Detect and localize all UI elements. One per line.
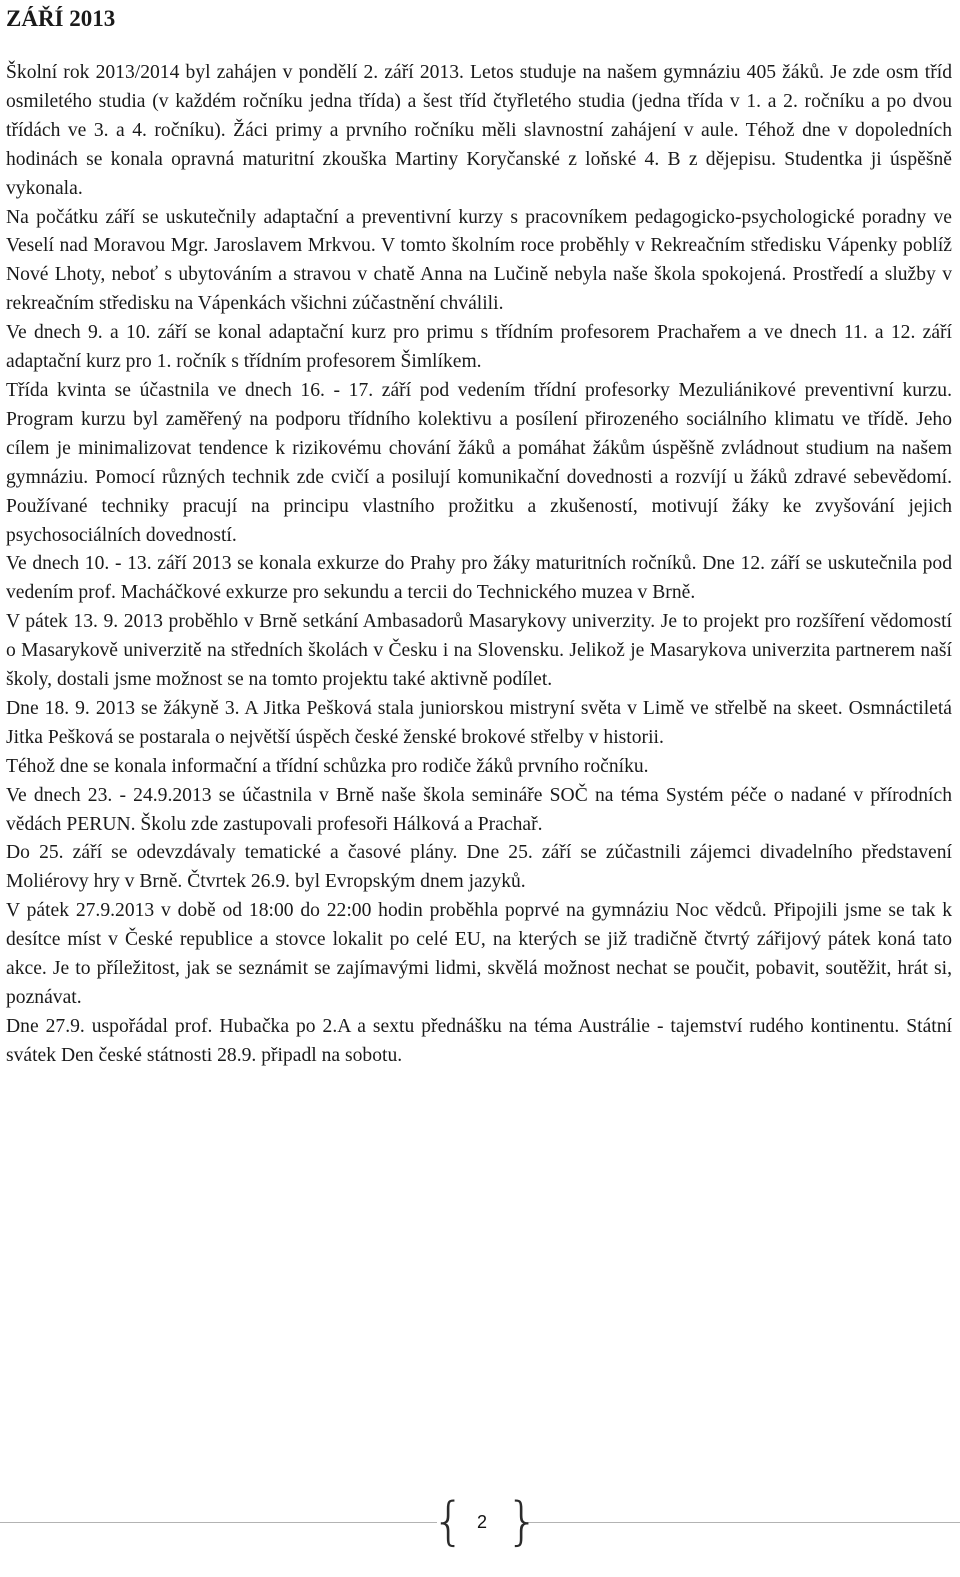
paragraph-plans-theatre: Do 25. září se odevzdávaly tematické a časové plány. Dne 25. září se zúčastnili zájemci divadelního představení Moliérovy hry v Brně. Čtvrtek 26.9. byl Evropským dnem jazyků. (6, 842, 952, 893)
left-brace-ornament: { (432, 1492, 466, 1552)
footer-divider-right (523, 1522, 960, 1523)
paragraph-excursions: Ve dnech 10. - 13. září 2013 se konala exkurze do Prahy pro žáky maturitních ročníků. Dne 12. září se uskutečnila pod vedením prof. Macháčkové exkurze pro sekundu a tercii do Technického muzea v Brně. (6, 553, 952, 604)
paragraph-soc-seminar: Ve dnech 23. - 24.9.2013 se účastnila v Brně naše škola semináře SOČ na téma Systém péče o nadané v přírodních vědách PERUN. Školu zde zastupovali profesoři Hálková a Prachař. (6, 784, 952, 835)
page-title: ZÁŘÍ 2013 (6, 6, 116, 31)
paragraph-ambassadors: V pátek 13. 9. 2013 proběhlo v Brně setkání Ambasadorů Masarykovy univerzity. Je to projekt pro rozšíření vědomostí o Masarykově univerzitě na středních školách v Česku i na Slovensku. Jelikož je Masarykova univerzita partnerem naší školy, dostali jsme možnost se na tomto projektu také aktivně podílet. (6, 611, 952, 691)
right-brace-ornament: } (506, 1492, 540, 1552)
paragraph-adaptation-dates: Ve dnech 9. a 10. září se konal adaptační kurz pro primu s třídním profesorem Prachařem a ve dnech 11. a 12. září adaptační kurz pro 1. ročník s třídním profesorem Šimlíkem. (6, 322, 952, 373)
paragraph-parents-meeting: Téhož dne se konala informační a třídní schůzka pro rodiče žáků prvního ročníku. (6, 755, 649, 777)
page-footer (0, 1492, 960, 1552)
article-body (6, 59, 952, 1071)
paragraph-world-champion: Dne 18. 9. 2013 se žákyně 3. A Jitka Pešková stala juniorskou mistryní světa v Limě ve střelbě na skeet. Osmnáctiletá Jitka Pešková se postarala o největší úspěch české ženské brokové střelby v historii. (6, 697, 952, 748)
page-number: 2 (476, 1512, 487, 1532)
paragraph-school-year-start: Školní rok 2013/2014 byl zahájen v pondělí 2. září 2013. Letos studuje na našem gymnáziu 405 žáků. Je zde osm tříd osmiletého studia (v každém ročníku jedna třída) a šest tříd čtyřletého studia (jedna třída v 1. a 2. ročníku a po dvou třídách ve 3. a 4. ročníku). Žáci primy a prvního ročníku měli slavnostní zahájení v aule. Téhož dne v dopoledních hodinách se konala opravná maturitní zkouška Martiny Koryčanské z loňské 4. B z dějepisu. Studentka ji úspěšně vykonala. (6, 62, 952, 199)
paragraph-researchers-night: V pátek 27.9.2013 v době od 18:00 do 22:00 hodin proběhla poprvé na gymnáziu Noc vědců. Připojili jsme se tak k desítce míst v České republice a stovce lokalit po celé EU, na kterých se již tradičně čtvrtý zářijový pátek koná tato akce. Je to příležitost, jak se seznámit se zajímavými lidmi, skvělá možnost nechat se poučit, pobavit, soutěžit, hrát si, poznávat. (6, 900, 952, 1008)
paragraph-australia-lecture: Dne 27.9. uspořádal prof. Hubačka po 2.A a sextu přednášku na téma Austrálie - tajemství rudého kontinentu. Státní svátek Den české státnosti 28.9. připadl na sobotu. (6, 1015, 952, 1066)
footer-divider-left (0, 1522, 437, 1523)
paragraph-adaptation-courses: Na počátku září se uskutečnily adaptační a preventivní kurzy s pracovníkem pedagogicko-psychologické poradny ve Veselí nad Moravou Mgr. Jaroslavem Mrkvou. V tomto školním roce proběhly v Rekreačním středisku Vápenky poblíž Nové Lhoty, neboť s ubytováním a stravou v chatě Anna na Lučině nebyla naše škola spokojená. Prostředí a služby v rekreačním středisku na Vápenkách všichni zúčastnění chválili. (6, 206, 952, 315)
paragraph-kvinta-course: Třída kvinta se účastnila ve dnech 16. - 17. září pod vedením třídní profesorky Mezuliánikové preventivní kurzu. Program kurzu byl zaměřený na podporu třídního kolektivu a posílení přirozeného sociálního klimatu ve třídě. Jeho cílem je minimalizovat tendence k rizikovému chování žáků a pomáhat žákům úspěšně zvládnout studium na našem gymnáziu. Pomocí různých technik zde cvičí a posilují komunikační dovednosti a rozvíjí u žáků zdravé sebevědomí. Používané techniky pracují na principu vlastního prožitku a zkušeností, motivují žáky ke zvyšování jejich psychosociálních dovedností. (6, 379, 952, 546)
